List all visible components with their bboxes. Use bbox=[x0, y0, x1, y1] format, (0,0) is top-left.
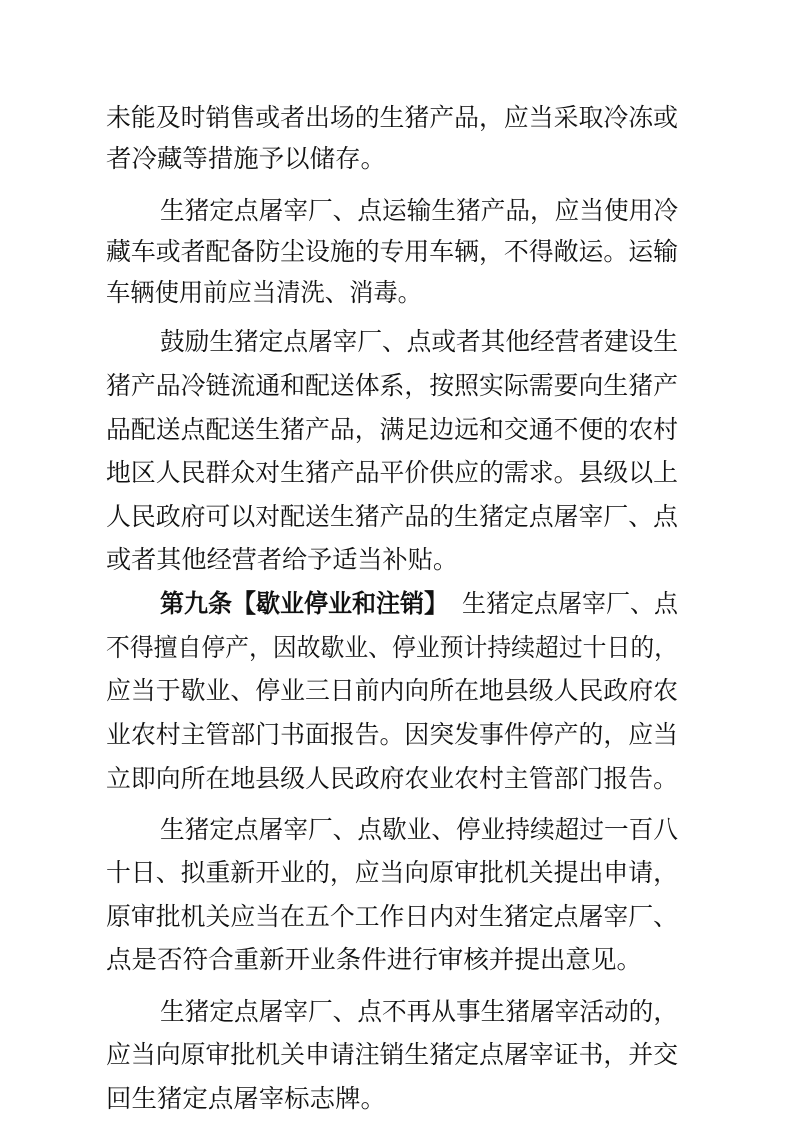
text-segment: 生猪定点屠宰厂、点不再从事生猪屠宰活动的， bbox=[160, 997, 678, 1026]
paragraph-line bbox=[0, 410, 793, 450]
text-segment: 未能及时销售或者出场的生猪产品，应当采取冷冻或 bbox=[106, 103, 678, 132]
text-segment: 业农村主管部门书面报告。因突发事件停产的，应当 bbox=[106, 720, 678, 749]
text-segment: 生猪定点屠宰厂、点歇业、停业持续超过一百八 bbox=[160, 815, 678, 844]
paragraph-line bbox=[0, 759, 793, 799]
article-9-heading: 第九条【歇业停业和注销】 bbox=[160, 589, 448, 618]
text-segment: 十日、拟重新开业的，应当向原审批机关提出申请， bbox=[106, 858, 678, 887]
text-segment: 地区人民群众对生猪产品平价供应的需求。县级以上 bbox=[106, 458, 678, 487]
text-segment: 应当向原审批机关申请注销生猪定点屠宰证书，并交 bbox=[106, 1040, 678, 1069]
paragraph-line bbox=[0, 671, 793, 711]
text-segment: 品配送点配送生猪产品，满足边远和交通不便的农村 bbox=[106, 415, 678, 444]
text-segment: 鼓励生猪定点屠宰厂、点或者其他经营者建设生 bbox=[160, 327, 678, 356]
paragraph-line bbox=[0, 628, 793, 668]
paragraph-line bbox=[0, 715, 793, 755]
paragraph-line bbox=[0, 139, 793, 179]
paragraph-line bbox=[0, 1079, 793, 1119]
text-segment: 者冷藏等措施予以储存。 bbox=[106, 144, 386, 173]
paragraph-line bbox=[0, 191, 793, 231]
paragraph-line bbox=[0, 940, 793, 980]
text-segment: 原审批机关应当在五个工作日内对生猪定点屠宰厂、 bbox=[106, 902, 678, 931]
text-segment: 猪产品冷链流通和配送体系，按照实际需要向生猪产 bbox=[106, 371, 678, 400]
text-segment: 生猪定点屠宰厂、点运输生猪产品，应当使用冷 bbox=[160, 196, 678, 225]
paragraph-line bbox=[0, 1035, 793, 1075]
text-segment: 或者其他经营者给予适当补贴。 bbox=[106, 545, 458, 574]
paragraph-line bbox=[0, 897, 793, 937]
paragraph-line bbox=[0, 453, 793, 493]
paragraph-line bbox=[0, 366, 793, 406]
paragraph-line bbox=[0, 992, 793, 1032]
paragraph-line bbox=[0, 540, 793, 580]
text-segment: 回生猪定点屠宰标志牌。 bbox=[106, 1084, 386, 1113]
paragraph-line bbox=[0, 810, 793, 850]
article-9-heading-line bbox=[0, 584, 793, 624]
text-segment: 人民政府可以对配送生猪产品的生猪定点屠宰厂、点 bbox=[106, 502, 678, 531]
paragraph-line bbox=[0, 273, 793, 313]
paragraph-line bbox=[0, 98, 793, 138]
paragraph-line bbox=[0, 853, 793, 893]
text-segment: 点是否符合重新开业条件进行审核并提出意见。 bbox=[106, 945, 642, 974]
text-segment: 应当于歇业、停业三日前内向所在地县级人民政府农 bbox=[106, 676, 678, 705]
paragraph-line bbox=[0, 497, 793, 537]
text-segment: 生猪定点屠宰厂、点 bbox=[462, 589, 678, 618]
text-segment: 立即向所在地县级人民政府农业农村主管部门报告。 bbox=[106, 764, 678, 793]
text-segment: 不得擅自停产，因故歇业、停业预计持续超过十日的， bbox=[106, 633, 678, 662]
paragraph-line bbox=[0, 232, 793, 272]
text-segment: 车辆使用前应当清洗、消毒。 bbox=[106, 278, 422, 307]
paragraph-line bbox=[0, 322, 793, 362]
text-segment: 藏车或者配备防尘设施的专用车辆，不得敞运。运输 bbox=[106, 237, 678, 266]
